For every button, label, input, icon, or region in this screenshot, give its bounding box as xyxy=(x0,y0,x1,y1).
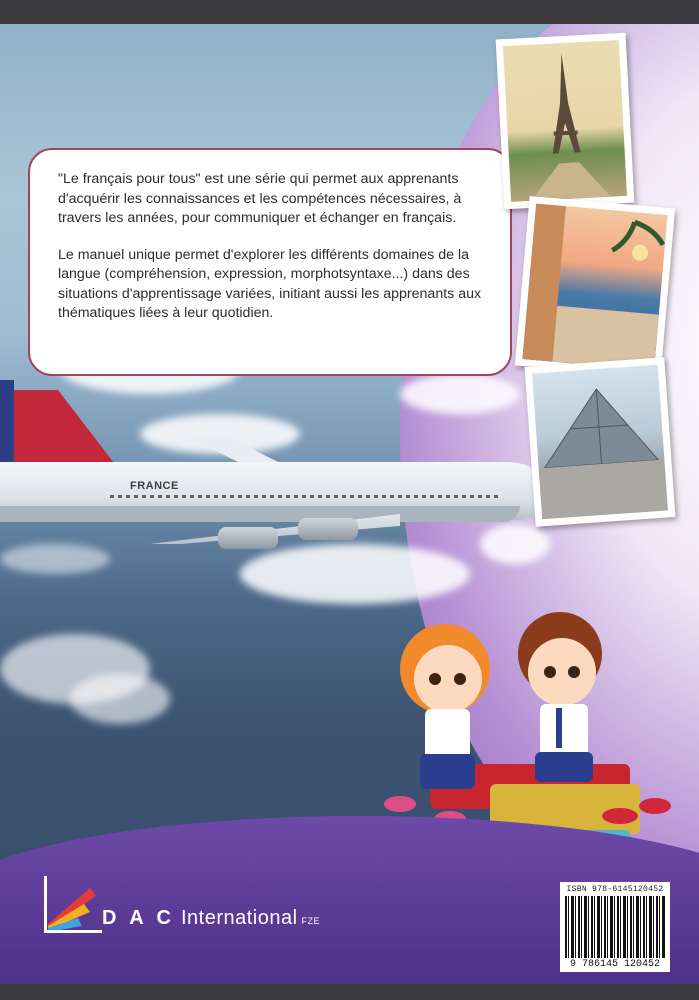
barcode-bars xyxy=(565,896,665,958)
isbn-label: ISBN 978-6145120452 xyxy=(566,885,664,894)
children-on-books-illustration xyxy=(370,584,680,854)
pyramid-icon xyxy=(532,365,668,519)
publisher-name xyxy=(102,907,320,930)
cloud xyxy=(70,674,170,724)
book-fan-icon xyxy=(40,874,102,934)
engine xyxy=(218,527,278,549)
airplane-belly xyxy=(0,506,520,522)
publisher-name-part-1: D A C xyxy=(102,907,175,929)
barcode-digits: 9 786145 120452 xyxy=(569,959,660,970)
publisher-name-part-2: International xyxy=(180,907,298,929)
description-paragraph-1: "Le français pour tous" est une série qui permet aux apprenants d'acquérir les connaissances et les compétences nécessaires, à travers les années, pour communiquer et échanger en français. xyxy=(58,171,462,226)
cloud xyxy=(0,544,110,574)
cloud xyxy=(400,374,520,414)
airplane-windows xyxy=(110,495,500,498)
photo-eiffel-tower xyxy=(496,33,635,210)
airplane-livery-text: FRANCE xyxy=(130,480,179,492)
publisher-suffix: FZE xyxy=(301,916,321,926)
cloud xyxy=(480,524,550,564)
palm-icon xyxy=(522,204,667,371)
description-box xyxy=(28,148,512,376)
isbn-barcode xyxy=(560,882,670,972)
publisher-logo xyxy=(40,874,321,934)
description-paragraph-2: Le manuel unique permet d'explorer les différents domaines de la langue (compréhension, expression, morphotsyntaxe...) dans des situations d'apprentissage variées, initiant aussi les apprenants aux thématiques liées à leur quotidien. xyxy=(58,246,482,321)
back-cover xyxy=(0,24,699,984)
photo-louvre-pyramid xyxy=(525,357,676,526)
eiffel-tower-icon xyxy=(503,40,627,202)
photo-coastline xyxy=(515,196,675,378)
engine xyxy=(298,518,358,540)
tail-flag-blue xyxy=(0,380,14,466)
